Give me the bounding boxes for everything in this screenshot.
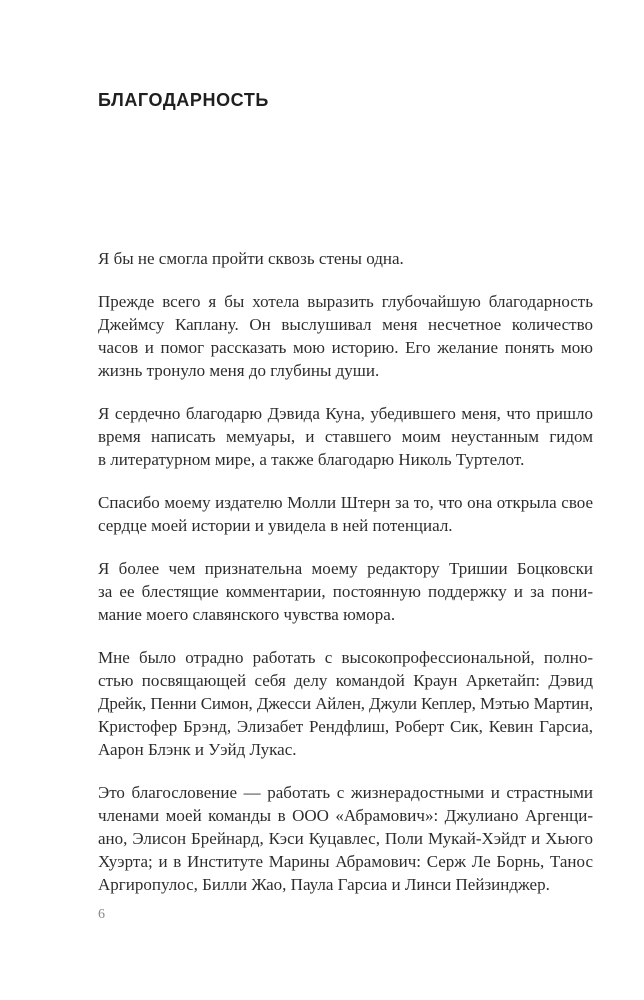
text-line: стью посвящающей себя делу командой Краун Аркетайп: Дэвид — [98, 671, 593, 690]
text-line: часов и помог рассказать мою историю. Его желание понять мою — [98, 338, 593, 357]
paragraph — [98, 290, 593, 382]
text-line: Я бы не смогла пройти сквозь стены одна. — [98, 249, 404, 268]
paragraph — [98, 247, 593, 270]
text-line: Джеймсу Каплану. Он выслушивал меня несчетное количество — [98, 315, 593, 334]
text-line: Кристофер Брэнд, Элизабет Рендфлиш, Роберт Сик, Кевин Гарсиа, — [98, 717, 593, 736]
text-line: Я более чем признательна моему редактору Тришии Боцковски — [98, 559, 593, 578]
text-line: Это благословение — работать с жизнерадостными и страстными — [98, 783, 593, 802]
text-line: Аргиропулос, Билли Жао, Паула Гарсиа и Линси Пейзинджер. — [98, 875, 550, 894]
text-line: Прежде всего я бы хотела выразить глубочайшую благодарность — [98, 292, 593, 311]
text-line: мание моего славянского чувства юмора. — [98, 605, 396, 624]
text-line: в литературном мире, а также благодарю Николь Туртелот. — [98, 450, 525, 469]
page-number: 6 — [98, 907, 105, 922]
body-text — [98, 247, 593, 896]
text-line: Мне было отрадно работать с высокопрофессиональной, полно- — [98, 648, 593, 667]
text-line: Дрейк, Пенни Симон, Джесси Айлен, Джули Кеплер, Мэтью Мартин, — [98, 694, 593, 713]
text-line: Аарон Блэнк и Уэйд Лукас. — [98, 740, 297, 759]
text-line: жизнь тронуло меня до глубины души. — [98, 361, 380, 380]
text-line: Хуэрта; и в Институте Марины Абрамович: Серж Ле Борнь, Танос — [98, 852, 593, 871]
text-line: за ее блестящие комментарии, постоянную поддержку и за пони- — [98, 582, 593, 601]
paragraph — [98, 781, 593, 896]
paragraph — [98, 402, 593, 471]
text-line: Я сердечно благодарю Дэвида Куна, убедившего меня, что пришло — [98, 404, 593, 423]
text-line: Спасибо моему издателю Молли Штерн за то, что она открыла свое — [98, 493, 593, 512]
chapter-title: БЛАГОДАРНОСТЬ — [98, 90, 269, 110]
text-line: членами моей команды в ООО «Абрамович»: Джулиано Аргенци- — [98, 806, 593, 825]
paragraph — [98, 646, 593, 761]
paragraph — [98, 491, 593, 537]
text-line: ано, Элисон Брейнард, Кэси Куцавлес, Поли Мукай-Хэйдт и Хьюго — [98, 829, 593, 848]
paragraph — [98, 557, 593, 626]
text-line: время написать мемуары, и ставшего моим неустанным гидом — [98, 427, 593, 446]
text-line: сердце моей истории и увидела в ней потенциал. — [98, 516, 453, 535]
